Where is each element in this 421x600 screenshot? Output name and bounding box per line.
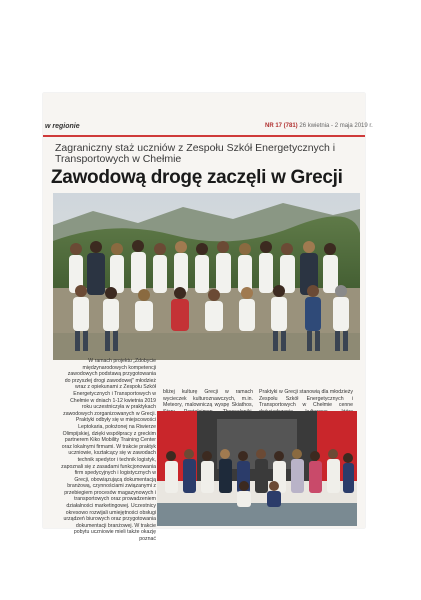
issue-number: NR 17 (781) — [265, 123, 298, 129]
newspaper-clipping — [43, 93, 373, 543]
header-divider — [43, 135, 365, 137]
issue-info — [265, 123, 373, 132]
clipping-header — [43, 123, 373, 135]
section-label: w regionie — [45, 123, 80, 130]
article-headline: Zawodową drogę zaczęli w Grecji — [51, 167, 343, 188]
issue-dates: 26 kwietnia - 2 maja 2019 r. — [299, 123, 373, 129]
group-photo-outdoor — [53, 193, 360, 360]
article-text-1: W ramach projektu „Zdobycie międzynarodowych kompetencji zawodowych podstawą przygotowania do przyszłej drogi zawodowej" młodzież wraz z opiekunami z Zespołu Szkół Energetycznych i Transportowych w Chełmie w dniach 1-12 kwietnia 2019 roku uczestniczyła w praktykach zawodowych zorganizowanych w Grecji. Praktyki odbyły się w miejscowości Leptokaria, położonej na Riwierze Olimpijskiej, dzięki współpracy z greckim partnerem Kiko Mobility Training Center oraz lokalnymi firmami. W trakcie praktyk uczniowie, kształcący się w zawodach technik spedytor i technik logistyk, zapoznali się z zasadami funkcjonowania firm spedycyjnych i logistycznych w Grecji, obowiązującą dokumentacją branżową, czynnościami związanymi z przebiegiem procesów magazynowych i transportowych oraz prowadzeniem działalności marketingowej. Uczestnicy okresowo rozwijali umiejętności obsługi urządzeń biurowych oraz przygotowania dokumentacji branżowej. W trakcie pobytu uczniowie mieli także okazję poznać — [61, 358, 156, 543]
article-text-3: Praktyki w Grecji stanowią dla młodzieży Zespołu Szkół Energetycznych i Transportowych w Chełmie cenne — [259, 389, 353, 409]
article-kicker: Zagraniczny staż uczniów z Zespołu Szkół Energetycznych i Transportowych w Chełmie — [55, 142, 336, 165]
article-column-1 — [61, 358, 156, 543]
article-text-2: bliżej kulturę Grecji w ramach wycieczek kulturoznawczych, m.in. Meteory, malowniczą wyspę Skiathos, — [163, 389, 253, 409]
group-photo-indoor — [157, 411, 357, 526]
